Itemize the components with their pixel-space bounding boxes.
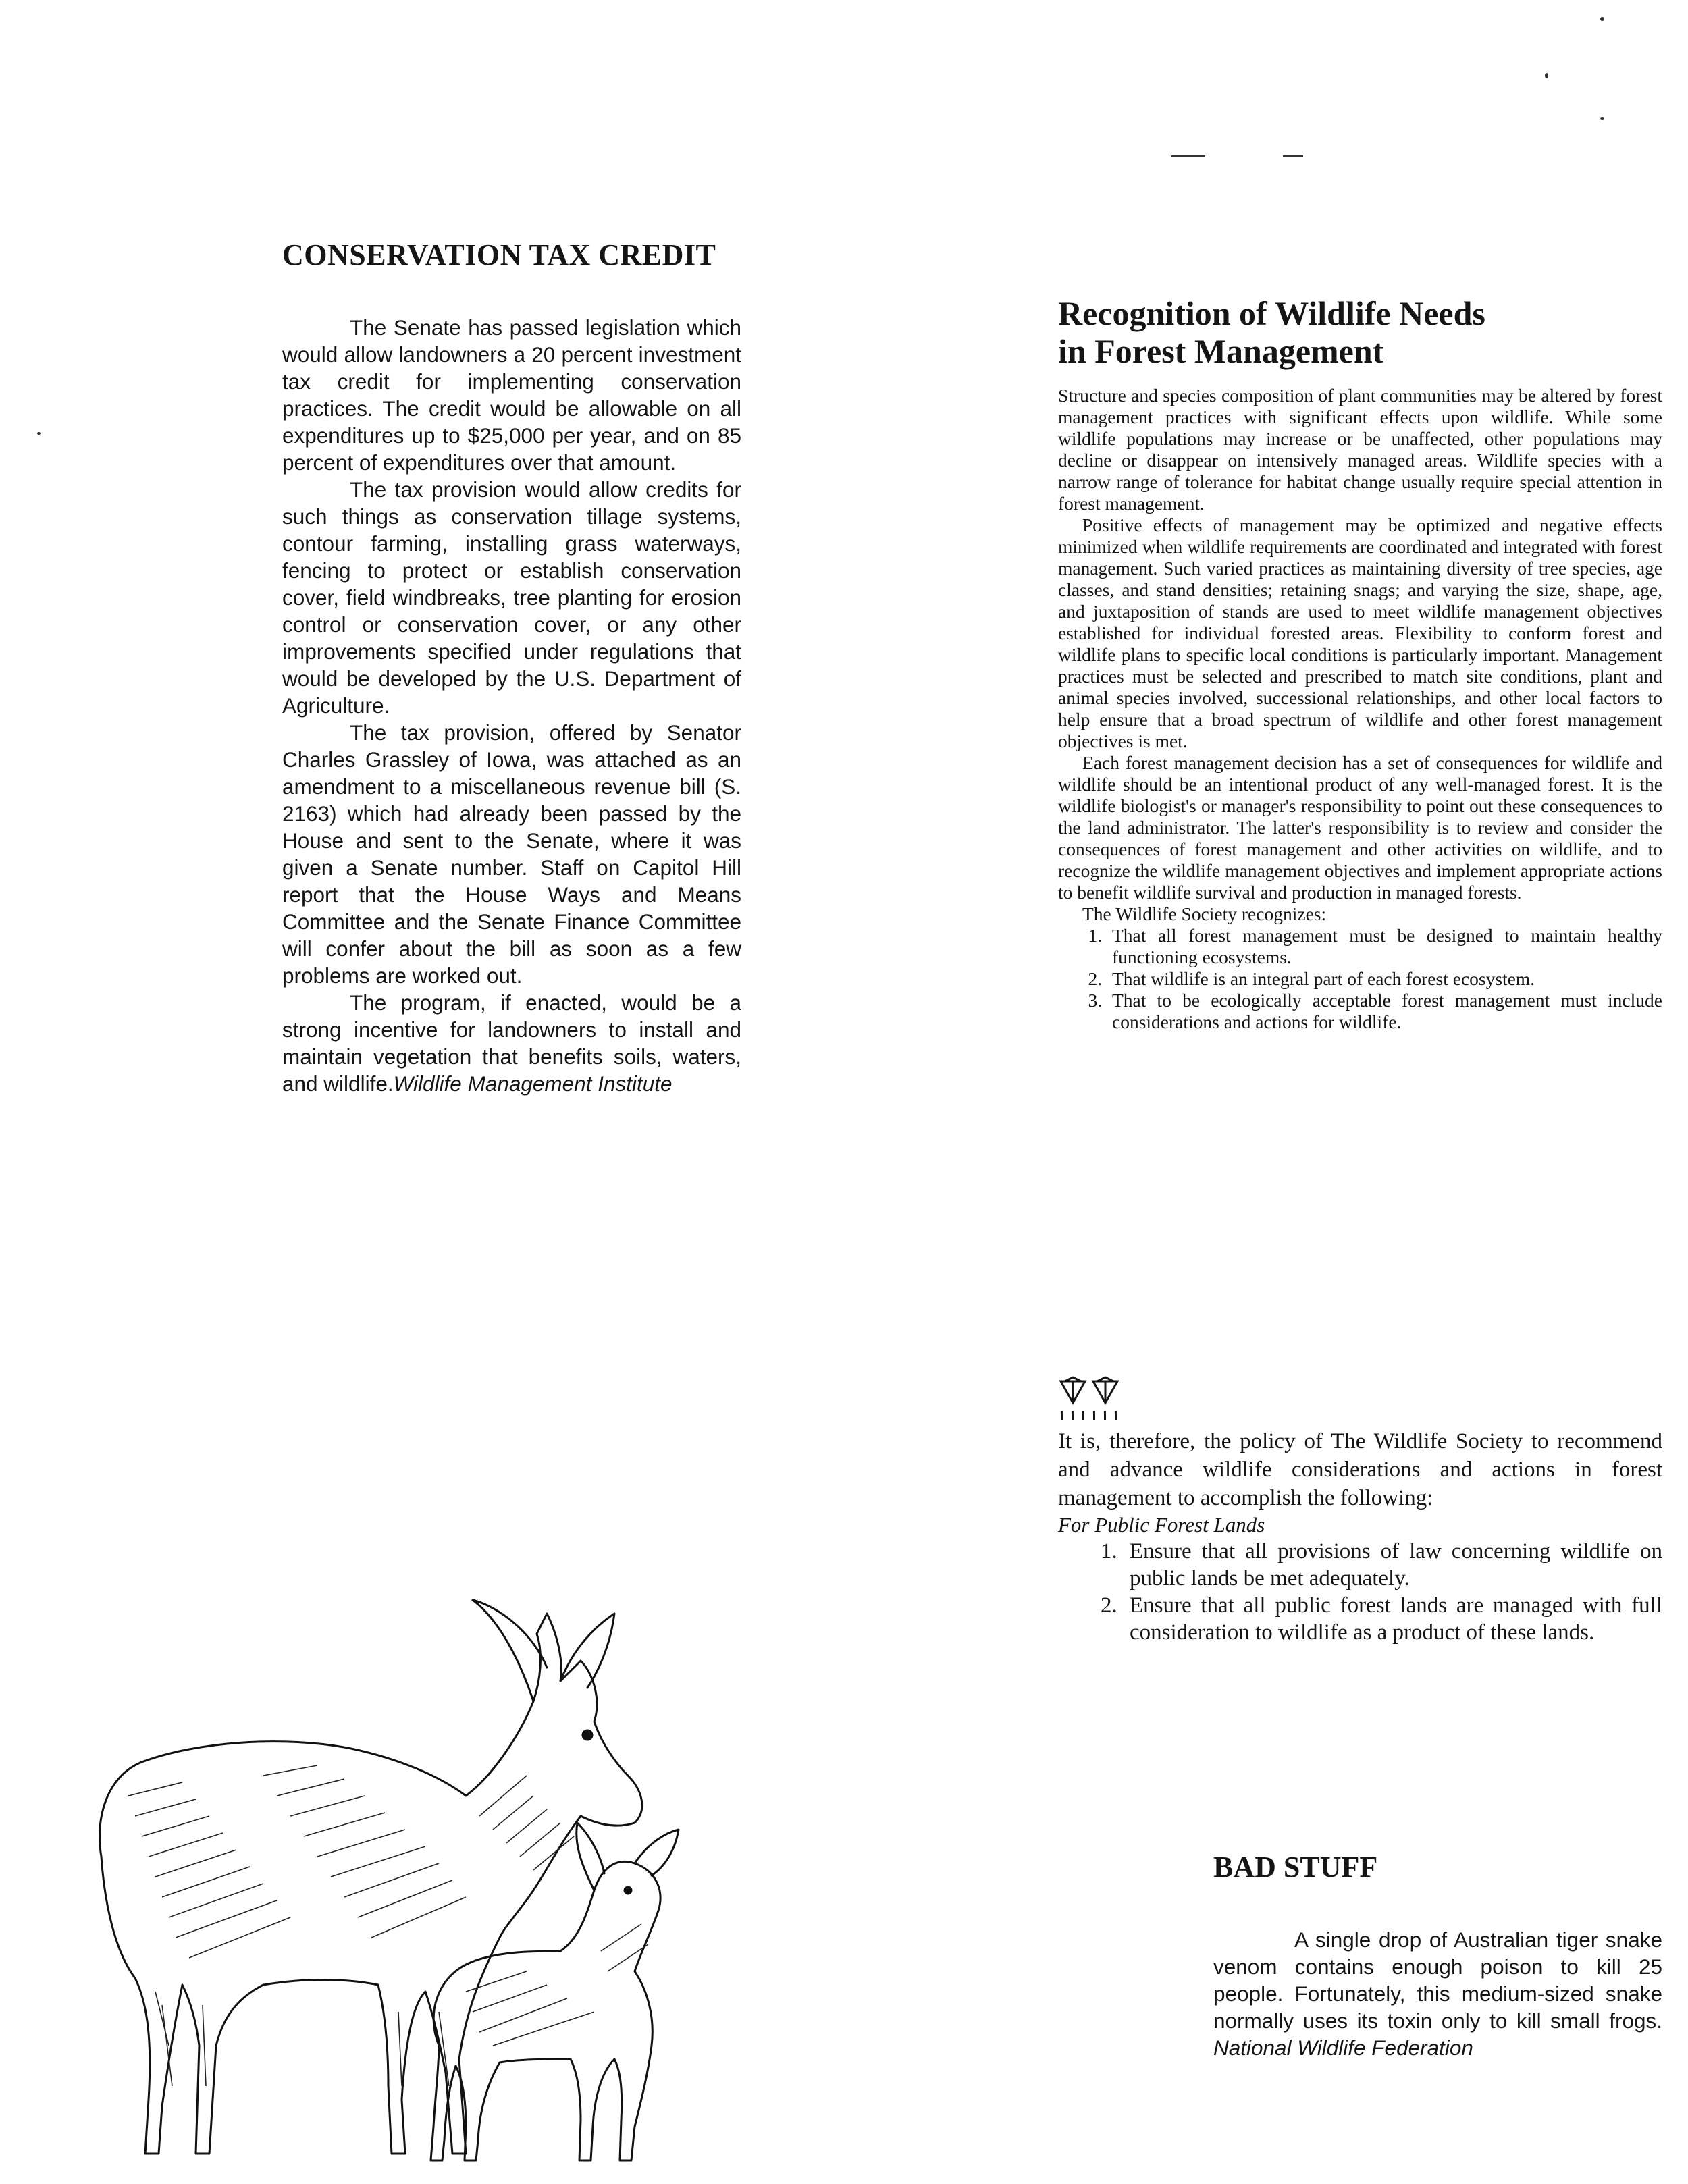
recognizes-intro: The Wildlife Society recognizes: (1082, 903, 1327, 924)
policy-item: 2. Ensure that all public forest lands are managed with full consideration to wildlife as a product of these lands. (1123, 1592, 1662, 1646)
tax-credit-paragraph (282, 989, 741, 1097)
wildlife-needs-paragraph: Structure and species composition of plant communities may be altered by forest management practices with significant effects upon wildlife. While some wildlife populations may increase or be unaffected, other populations may decline or disappear on intensively managed areas. Wildlife species with a narrow range of tolerance for habitat change usually require special attention in forest management. (1058, 385, 1662, 514)
policy-section (1058, 1376, 1662, 1646)
tax-credit-source: Wildlife Management Institute (393, 1071, 672, 1096)
wildlife-society-logo-icon (1058, 1376, 1123, 1423)
bad-stuff-text: A single drop of Australian tiger snake venom contains enough poison to kill 25 people. Fortunately, this medium-sized snake normally uses its toxin only to kill small frogs. (1213, 1927, 1662, 2033)
bad-stuff-article (1213, 1850, 1662, 2061)
policy-subhead: For Public Forest Lands (1058, 1513, 1265, 1537)
wildlife-needs-title-line: in Forest Management (1058, 332, 1384, 370)
speck (1171, 155, 1205, 157)
recognizes-item: 1. That all forest management must be designed to maintain healthy functioning ecosystems. (1107, 925, 1662, 968)
speck (1600, 17, 1604, 21)
recognizes-item: 3. That to be ecologically acceptable forest management must include considerations and actions for wildlife. (1107, 990, 1662, 1033)
speck (1283, 155, 1303, 157)
bad-stuff-source: National Wildlife Federation (1213, 2035, 1473, 2060)
tax-credit-last-text: The program, if enacted, would be a strong incentive for landowners to install and maintain vegetation that benefits soils, waters, and wildlife. (282, 990, 741, 1096)
policy-item: 1. Ensure that all provisions of law concerning wildlife on public lands be met adequately. (1123, 1538, 1662, 1592)
wildlife-needs-paragraph: Positive effects of management may be optimized and negative effects minimized when wildlife requirements are coordinated and integrated with forest management. Such varied practices as maintaining diversity of tree species, age classes, and stand densities; retaining snags; and varying the size, shape, age, and juxtaposition of stands are used to meet wildlife management objectives established for individual forested areas. Flexibility to conform forest and wildlife plans to specific local conditions is particularly important. Management practices must be selected and prescribed to match site conditions, plant and animal species involved, successional relationships, and other local factors to help ensure that a broad spectrum of wildlife and other forest management objectives is met. (1058, 514, 1662, 751)
tax-credit-title: CONSERVATION TAX CREDIT (282, 238, 716, 271)
tax-credit-paragraph: The tax provision would allow credits for such things as conservation tillage systems, contour farming, installing grass waterways, fencing to protect or establish conservation cover, field windbreaks, tree planting for erosion control or conservation cover, or any other improvements specified under regulations that would be developed by the U.S. Department of Agriculture. (282, 477, 741, 718)
speck (1600, 117, 1604, 120)
deer-doe-and-fawn-illustration (61, 1573, 689, 2167)
tax-credit-paragraph: The tax provision, offered by Senator Charles Grassley of Iowa, was attached as an amendment to a miscellaneous revenue bill (S. 2163) which had already been passed by the House and sent to the Senate, where it was given a Senate number. Staff on Capitol Hill report that the House Ways and Means Committee and the Senate Finance Committee will confer about the bill as soon as a few problems are worked out. (282, 720, 741, 988)
wildlife-needs-paragraph: Each forest management decision has a set of consequences for wildlife and wildlife should be an intentional product of any well-managed forest. It is the wildlife biologist's or manager's responsibility to point out these consequences to the land administrator. The latter's responsibility is to review and consider the consequences of forest management and other activities on wildlife, and to recognize the wildlife management objectives and implement appropriate actions to benefit wildlife survival and production in managed forests. (1058, 752, 1662, 903)
tax-credit-paragraph: The Senate has passed legislation which would allow landowners a 20 percent investment tax credit for implementing conservation practices. The credit would be allowable on all expenditures up to $25,000 per year, and on 85 percent of expenditures over that amount. (282, 315, 741, 475)
wildlife-needs-article (1058, 294, 1662, 1033)
wildlife-needs-title (1058, 294, 1662, 370)
wildlife-needs-body (1058, 385, 1662, 903)
policy-list (1058, 1538, 1662, 1646)
speck (1545, 73, 1548, 78)
wildlife-needs-title-line: Recognition of Wildlife Needs (1058, 294, 1485, 332)
policy-intro: It is, therefore, the policy of The Wildlife Society to recommend and advance wildlife considerations and actions in forest management to accomplish the following: (1058, 1429, 1662, 1510)
recognizes-list (1058, 925, 1662, 1033)
speck (37, 432, 41, 435)
bad-stuff-title: BAD STUFF (1213, 1850, 1378, 1884)
bad-stuff-paragraph (1213, 1926, 1662, 2061)
recognizes-item: 2. That wildlife is an integral part of each forest ecosystem. (1107, 968, 1662, 990)
tax-credit-article (282, 238, 741, 1097)
